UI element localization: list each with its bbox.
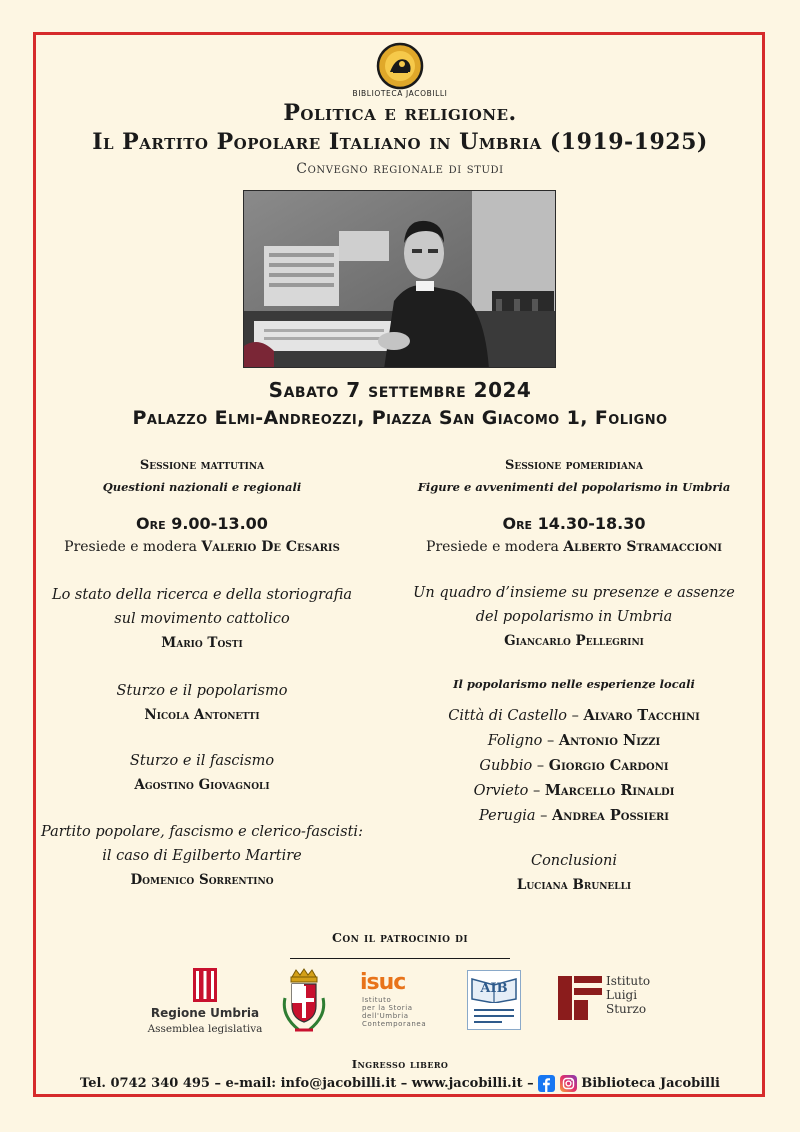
regione-umbria-name: Regione Umbria bbox=[150, 1006, 260, 1020]
sponsor-regione-umbria bbox=[145, 968, 265, 1040]
afternoon-session-subtitle: Figure e avvenimenti del popolarismo in Umbria bbox=[417, 480, 731, 494]
sponsor-aib bbox=[467, 970, 521, 1030]
event-date: Sabato 7 settembre 2024 bbox=[268, 378, 532, 402]
isuc-caption-line: Istituto bbox=[362, 996, 392, 1004]
social-label[interactable]: Biblioteca Jacobilli bbox=[581, 1076, 720, 1091]
local-speaker: Antonio Nizzi bbox=[558, 732, 661, 749]
local-experience-item bbox=[404, 782, 744, 799]
local-experience-item bbox=[404, 807, 744, 824]
title-line-1: Politica e religione. bbox=[283, 100, 517, 126]
talk-speaker: Agostino Giovagnoli bbox=[134, 777, 270, 793]
aib-brand: AIB bbox=[480, 981, 508, 996]
historical-photo bbox=[243, 190, 556, 368]
isuc-caption-line: per la Storia bbox=[362, 1004, 413, 1012]
local-place: Foligno bbox=[487, 733, 543, 749]
dash-separator: – bbox=[566, 708, 584, 724]
morning-session-subtitle: Questioni nazionali e regionali bbox=[102, 480, 302, 494]
priest-at-desk-photo bbox=[244, 191, 556, 368]
local-place: Gubbio bbox=[479, 758, 533, 774]
morning-chair-name: Valerio De Cesaris bbox=[201, 539, 340, 555]
local-speaker: Alvaro Tacchini bbox=[583, 707, 700, 724]
chair-prefix: Presiede e modera bbox=[64, 539, 202, 555]
local-experience-item bbox=[404, 757, 744, 774]
sturzo-name-line: Istituto bbox=[606, 974, 651, 988]
dash-separator: – bbox=[535, 808, 553, 824]
isuc-caption bbox=[362, 996, 426, 1028]
local-place: Città di Castello bbox=[448, 708, 567, 724]
local-speaker: Marcello Rinaldi bbox=[544, 782, 675, 799]
sponsor-istituto-sturzo bbox=[558, 974, 668, 1024]
aib-rule bbox=[474, 1015, 514, 1017]
afternoon-session-title: Sessione pomeridiana bbox=[504, 458, 644, 473]
afternoon-chair-line bbox=[404, 539, 744, 555]
patronage-divider bbox=[290, 958, 510, 959]
talk-title-line: del popolarismo in Umbria bbox=[475, 609, 673, 625]
talk-title bbox=[404, 581, 744, 629]
conclusion-title: Conclusioni bbox=[530, 853, 618, 869]
facebook-icon[interactable] bbox=[538, 1075, 555, 1092]
contact-line bbox=[40, 1075, 760, 1092]
free-entry-notice: Ingresso libero bbox=[351, 1057, 449, 1071]
sponsor-isuc bbox=[360, 970, 440, 1036]
morning-chair-line bbox=[32, 539, 372, 555]
local-place: Orvieto bbox=[473, 783, 529, 799]
conference-subtitle: Convegno regionale di studi bbox=[296, 161, 504, 177]
local-speaker: Giorgio Cardoni bbox=[548, 757, 669, 774]
talk-title bbox=[32, 583, 372, 631]
talk-title: Sturzo e il popolarismo bbox=[116, 683, 288, 699]
local-speaker: Andrea Possieri bbox=[552, 807, 669, 824]
event-venue: Palazzo Elmi-Andreozzi, Piazza San Giacomo 1, Foligno bbox=[132, 407, 668, 429]
sturzo-logo-icon bbox=[558, 976, 602, 1020]
dash-separator: – bbox=[528, 783, 545, 799]
talk-title: Sturzo e il fascismo bbox=[129, 753, 275, 769]
foligno-crest-icon bbox=[275, 968, 333, 1038]
local-experiences-heading: Il popolarismo nelle esperienze locali bbox=[453, 677, 695, 691]
contact-text: Tel. 0742 340 495 – e-mail: info@jacobilli.it – www.jacobilli.it – bbox=[80, 1076, 539, 1091]
dash-separator: – bbox=[542, 733, 559, 749]
talk-title-line: il caso di Egilberto Martire bbox=[102, 848, 302, 864]
instagram-icon[interactable] bbox=[560, 1075, 577, 1092]
aib-rule bbox=[474, 1021, 502, 1023]
isuc-brand: isuc bbox=[360, 970, 406, 995]
conclusion-speaker: Luciana Brunelli bbox=[516, 877, 632, 893]
talk-title-line: sul movimento cattolico bbox=[114, 611, 290, 627]
regione-umbria-sub: Assemblea legislativa bbox=[147, 1023, 263, 1035]
local-place: Perugia bbox=[479, 808, 536, 824]
sturzo-name-line: Sturzo bbox=[606, 1002, 647, 1016]
talk-title bbox=[32, 820, 372, 868]
sturzo-name bbox=[606, 974, 650, 1016]
afternoon-time: Ore 14.30-18.30 bbox=[502, 514, 646, 533]
morning-session bbox=[32, 458, 372, 918]
afternoon-chair-name: Alberto Stramaccioni bbox=[563, 539, 722, 555]
patronage-heading: Con il patrocinio di bbox=[332, 930, 468, 945]
talk-speaker: Giancarlo Pellegrini bbox=[504, 633, 644, 649]
morning-session-title: Sessione mattutina bbox=[139, 458, 265, 473]
aib-rule bbox=[474, 1009, 514, 1011]
library-logo-label: BIBLIOTECA JACOBILLI bbox=[352, 89, 448, 98]
talk-speaker: Mario Tosti bbox=[161, 635, 243, 651]
talk-speaker: Nicola Antonetti bbox=[144, 707, 260, 723]
talk-title-line: Partito popolare, fascismo e clerico-fascisti: bbox=[41, 824, 363, 840]
dash-separator: – bbox=[532, 758, 549, 774]
local-experience-item bbox=[404, 707, 744, 724]
local-experience-item bbox=[404, 732, 744, 749]
library-logo-icon bbox=[376, 42, 424, 90]
title-line-2: Il Partito Popolare Italiano in Umbria (1919-1925) bbox=[92, 129, 708, 155]
morning-time: Ore 9.00-13.00 bbox=[136, 514, 268, 533]
afternoon-session bbox=[404, 458, 744, 918]
talk-title-line: Lo stato della ricerca e della storiografia bbox=[51, 587, 353, 603]
sturzo-name-line: Luigi bbox=[606, 988, 638, 1002]
chair-prefix: Presiede e modera bbox=[426, 539, 564, 555]
isuc-caption-line: Contemporanea bbox=[362, 1020, 427, 1028]
regione-umbria-logo-icon bbox=[193, 968, 217, 1002]
talk-title-line: Un quadro d’insieme su presenze e assenze bbox=[413, 585, 735, 601]
isuc-caption-line: dell'Umbria bbox=[362, 1012, 409, 1020]
talk-speaker: Domenico Sorrentino bbox=[130, 872, 274, 888]
